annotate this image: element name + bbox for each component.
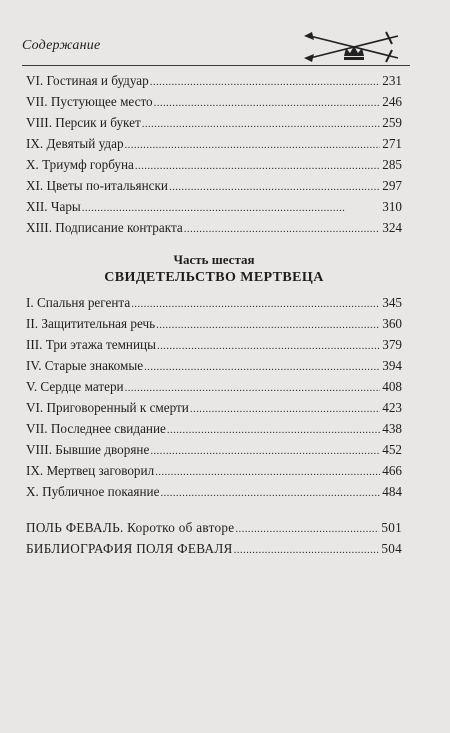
- page-number: 246: [382, 94, 402, 109]
- dot-leader: [157, 334, 380, 357]
- dot-leader: [131, 292, 380, 315]
- entry-title: V. Сердце матери: [26, 379, 124, 394]
- entry-title: БИБЛИОГРАФИЯ ПОЛЯ ФЕВАЛЯ: [26, 541, 233, 556]
- toc-entry: [26, 292, 402, 313]
- entry-title: XI. Цветы по-итальянски: [26, 178, 168, 193]
- page-number: 231: [382, 73, 402, 88]
- toc-entry: [26, 154, 402, 175]
- appendix-list: [26, 517, 402, 559]
- page-number: 452: [382, 442, 402, 457]
- page-number: 271: [382, 136, 402, 151]
- toc-entry: [26, 460, 402, 481]
- dot-leader: [154, 91, 381, 114]
- dot-leader: [167, 418, 380, 441]
- entry-title: IX. Девятый удар: [26, 136, 124, 151]
- header-rule: [22, 65, 410, 66]
- dot-leader: [184, 217, 380, 240]
- entry-title: VIII. Бывшие дворяне: [26, 442, 150, 457]
- dot-leader: [156, 313, 380, 336]
- page-number: 408: [382, 379, 402, 394]
- toc-entry: [26, 355, 402, 376]
- page-number: 324: [382, 220, 402, 235]
- dot-leader: [235, 517, 379, 540]
- toc-entry: [26, 397, 402, 418]
- part5-list: [26, 70, 402, 238]
- dot-leader: [142, 112, 380, 135]
- table-of-contents: [26, 70, 402, 559]
- entry-title: VII. Последнее свидание: [26, 421, 166, 436]
- dot-leader: [125, 376, 381, 399]
- entry-title: XIII. Подписание контракта: [26, 220, 183, 235]
- dot-leader: [155, 460, 380, 483]
- toc-entry: [26, 70, 402, 91]
- dot-leader: [169, 175, 380, 198]
- toc-entry: [26, 538, 402, 559]
- page-number: 345: [382, 295, 402, 310]
- entry-title: VI. Гостиная и будуар: [26, 73, 149, 88]
- toc-entry: [26, 217, 402, 238]
- toc-entry: [26, 418, 402, 439]
- dot-leader: [190, 397, 380, 420]
- page-number: 484: [382, 484, 402, 499]
- toc-entry: [26, 112, 402, 133]
- toc-entry: [26, 175, 402, 196]
- page-number: 501: [381, 520, 402, 535]
- entry-title: VI. Приговоренный к смерти: [26, 400, 189, 415]
- page-number: 285: [382, 157, 402, 172]
- toc-entry: [26, 196, 402, 217]
- crossed-swords-icon: [300, 28, 408, 68]
- entry-title: VIII. Персик и букет: [26, 115, 141, 130]
- page-number: 259: [382, 115, 402, 130]
- part6-list: [26, 292, 402, 502]
- entry-title: II. Защитительная речь: [26, 316, 156, 331]
- entry-title: ПОЛЬ ФЕВАЛЬ. Коротко об авторе: [26, 520, 235, 535]
- entry-title: I. Спальня регента: [26, 295, 131, 310]
- part-heading: Часть шестая: [173, 252, 255, 267]
- dot-leader: [160, 481, 380, 504]
- dot-leader: [150, 439, 380, 462]
- entry-title: X. Триумф горбуна: [26, 157, 134, 172]
- running-head: Содержание: [22, 38, 101, 53]
- toc-entry: [26, 481, 402, 502]
- toc-entry: [26, 133, 402, 154]
- page-number: 360: [382, 316, 402, 331]
- page-number: 310: [382, 199, 402, 214]
- toc-entry: [26, 376, 402, 397]
- dot-leader: [135, 154, 380, 177]
- entry-title: VII. Пустующее место: [26, 94, 153, 109]
- dot-leader: [234, 538, 380, 561]
- toc-entry: [26, 91, 402, 112]
- entry-title: XII. Чары: [26, 199, 81, 214]
- part-heading-block: [26, 252, 402, 287]
- toc-entry: [26, 334, 402, 355]
- toc-entry: [26, 517, 402, 538]
- toc-entry: [26, 313, 402, 334]
- page-number: 438: [382, 421, 402, 436]
- entry-title: X. Публичное покаяние: [26, 484, 160, 499]
- dot-leader: [144, 355, 380, 378]
- page-number: 394: [382, 358, 402, 373]
- entry-title: IV. Старые знакомые: [26, 358, 144, 373]
- entry-title: III. Три этажа темницы: [26, 337, 156, 352]
- page-number: 466: [382, 463, 402, 478]
- dot-leader: [150, 70, 380, 93]
- toc-entry: [26, 439, 402, 460]
- section-gap: [26, 502, 402, 517]
- page-number: 423: [382, 400, 402, 415]
- dot-leader: [82, 196, 380, 219]
- page-number: 379: [382, 337, 402, 352]
- page-number: 297: [382, 178, 402, 193]
- entry-title: IX. Мертвец заговорил: [26, 463, 155, 478]
- page-number: 504: [381, 541, 402, 556]
- dot-leader: [125, 133, 381, 156]
- part-name: СВИДЕТЕЛЬСТВО МЕРТВЕЦА: [104, 270, 324, 285]
